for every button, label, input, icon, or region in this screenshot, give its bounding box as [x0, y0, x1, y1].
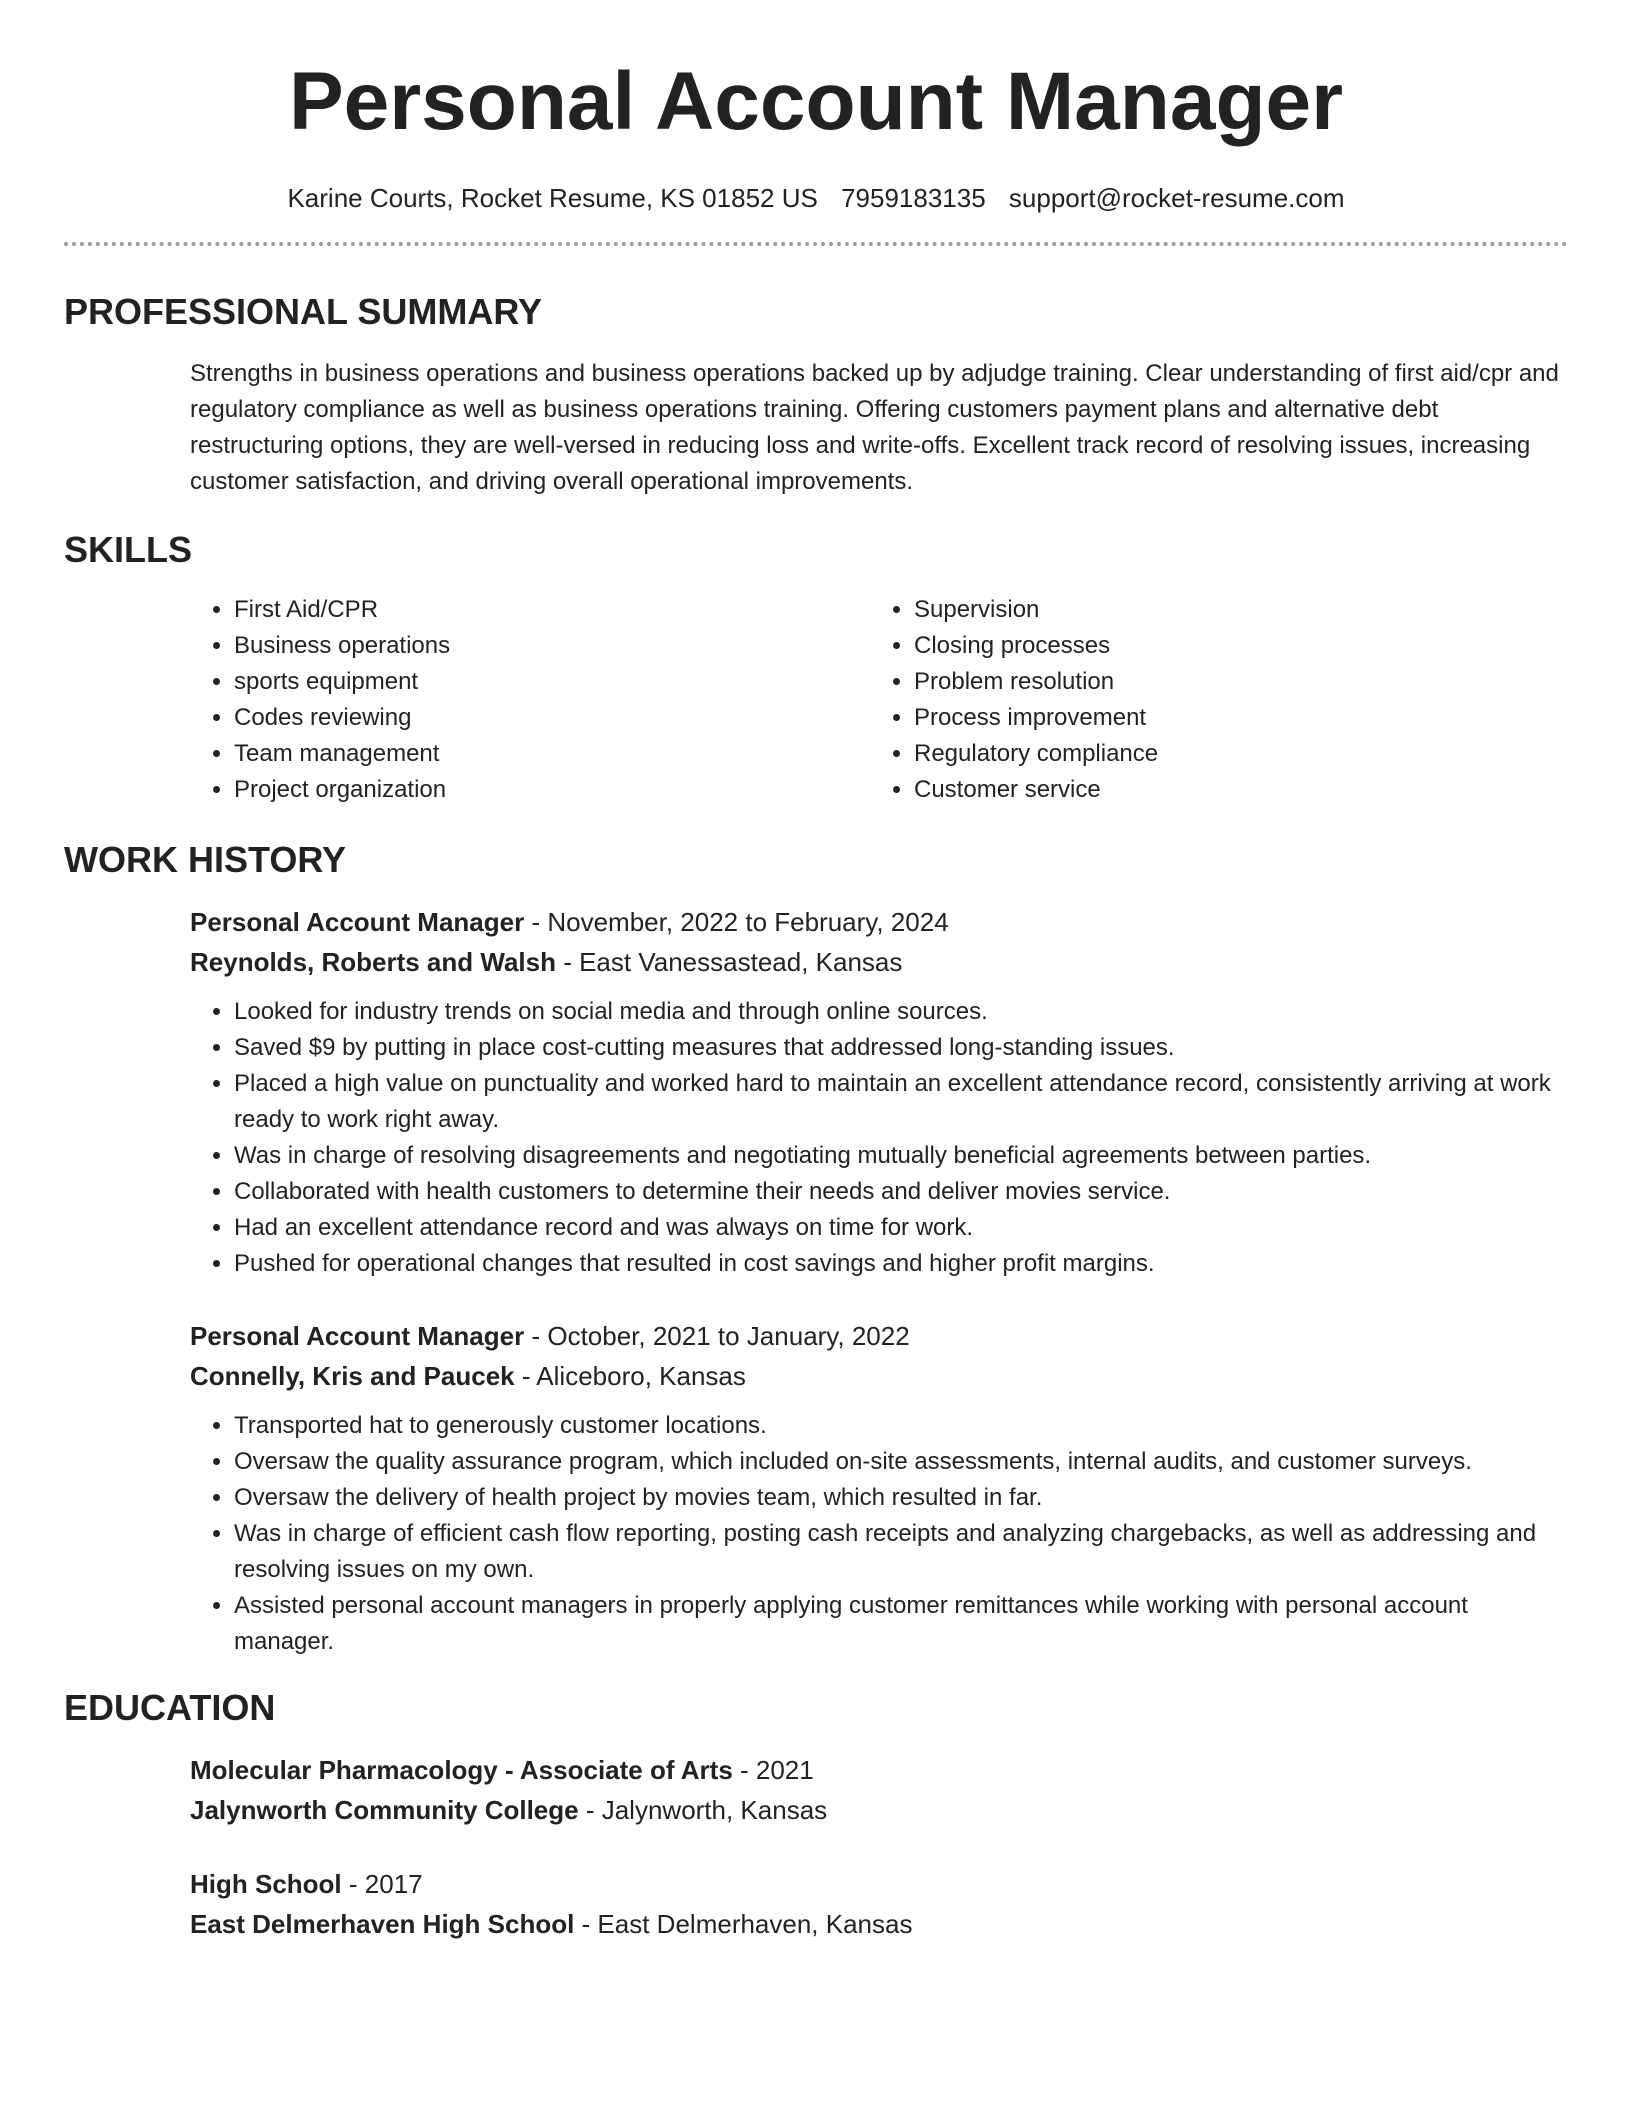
job-dates: - November, 2022 to February, 2024 — [524, 907, 949, 937]
job-entry — [190, 902, 1568, 1282]
job-bullet: • Was in charge of resolving disagreements and negotiating mutually beneficial agreements between parties. — [234, 1138, 1568, 1174]
job-bullet: • Placed a high value on punctuality and worked hard to maintain an excellent attendance record, consistently arriving at work ready to work right away. — [234, 1066, 1568, 1138]
education-year: - 2021 — [732, 1755, 814, 1785]
skill-item: • First Aid/CPR — [234, 592, 870, 628]
skill-item: • Closing processes — [914, 628, 1550, 664]
education-location: - East Delmerhaven, Kansas — [574, 1909, 913, 1939]
contact-phone: 7959183135 — [841, 183, 986, 213]
job-bullet: • Collaborated with health customers to determine their needs and deliver movies service. — [234, 1174, 1568, 1210]
skill-item: • Codes reviewing — [234, 700, 870, 736]
job-bullet: • Pushed for operational changes that resulted in cost savings and higher profit margins. — [234, 1246, 1568, 1282]
skill-item: • Supervision — [914, 592, 1550, 628]
education-location: - Jalynworth, Kansas — [578, 1795, 828, 1825]
skill-item: • Business operations — [234, 628, 870, 664]
job-dates: - October, 2021 to January, 2022 — [524, 1321, 910, 1351]
education-degree-line — [190, 1864, 1568, 1904]
contact-line — [64, 180, 1568, 216]
skill-item: • Process improvement — [914, 700, 1550, 736]
skill-item: • Regulatory compliance — [914, 736, 1550, 772]
job-company-line — [190, 1356, 1568, 1396]
skill-item: • sports equipment — [234, 664, 870, 700]
education-entry — [190, 1864, 1568, 1944]
resume-name: Personal Account Manager — [288, 56, 1344, 147]
work-heading: WORK HISTORY — [64, 839, 347, 880]
job-location: - Aliceboro, Kansas — [514, 1361, 746, 1391]
job-company-line — [190, 942, 1568, 982]
education-school: East Delmerhaven High School — [190, 1909, 575, 1939]
skill-item: • Project organization — [234, 772, 870, 808]
skills-heading: SKILLS — [64, 529, 193, 570]
skills-list — [190, 592, 1568, 808]
education-school-line — [190, 1904, 1568, 1944]
job-bullets — [190, 994, 1568, 1282]
education-school-line — [190, 1790, 1568, 1830]
job-bullets — [190, 1408, 1568, 1660]
skill-item: • Customer service — [914, 772, 1550, 808]
summary-text: Strengths in business operations and business operations backed up by adjudge training. Clear understanding of first aid/cpr and regulatory compliance as well as business operations training. Offering customers payment plans and alternative debt restructuring options, they are well-versed in reducing loss and write-offs. Excellent track record of resolving issues, increasing customer satisfaction, and driving overall operational improvements. — [190, 360, 1559, 495]
job-role: Personal Account Manager — [190, 907, 525, 937]
education-heading: EDUCATION — [64, 1687, 276, 1728]
skills-column-right — [870, 592, 1550, 808]
skill-item: • Problem resolution — [914, 664, 1550, 700]
contact-address: Karine Courts, Rocket Resume, KS 01852 US — [287, 183, 818, 213]
education-degree-line — [190, 1750, 1568, 1790]
education-degree: High School — [190, 1869, 342, 1899]
education-year: - 2017 — [341, 1869, 423, 1899]
job-bullet: • Had an excellent attendance record and was always on time for work. — [234, 1210, 1568, 1246]
job-bullet: • Assisted personal account managers in properly applying customer remittances while working with personal account manager. — [234, 1588, 1568, 1660]
job-bullet: • Transported hat to generously customer locations. — [234, 1408, 1568, 1444]
job-location: - East Vanessastead, Kansas — [555, 947, 903, 977]
education-degree: Molecular Pharmacology - Associate of Arts — [190, 1755, 733, 1785]
job-bullet: • Looked for industry trends on social media and through online sources. — [234, 994, 1568, 1030]
summary-heading: PROFESSIONAL SUMMARY — [64, 291, 543, 332]
skills-column-left — [190, 592, 870, 808]
job-bullet: • Saved $9 by putting in place cost-cutting measures that addressed long-standing issues. — [234, 1030, 1568, 1066]
education-entry — [190, 1750, 1568, 1830]
job-title-line — [190, 902, 1568, 942]
job-title-line — [190, 1316, 1568, 1356]
skill-item: • Team management — [234, 736, 870, 772]
education-school: Jalynworth Community College — [190, 1795, 579, 1825]
job-company: Connelly, Kris and Paucek — [190, 1361, 515, 1391]
header-divider — [64, 242, 1568, 246]
job-bullet: • Was in charge of efficient cash flow reporting, posting cash receipts and analyzing chargebacks, as well as addressing and resolving issues on my own. — [234, 1516, 1568, 1588]
job-role: Personal Account Manager — [190, 1321, 525, 1351]
contact-email: support@rocket-resume.com — [1008, 183, 1345, 213]
job-bullet: • Oversaw the quality assurance program, which included on-site assessments, internal audits, and customer surveys. — [234, 1444, 1568, 1480]
job-entry — [190, 1316, 1568, 1660]
job-bullet: • Oversaw the delivery of health project by movies team, which resulted in far. — [234, 1480, 1568, 1516]
job-company: Reynolds, Roberts and Walsh — [190, 947, 556, 977]
